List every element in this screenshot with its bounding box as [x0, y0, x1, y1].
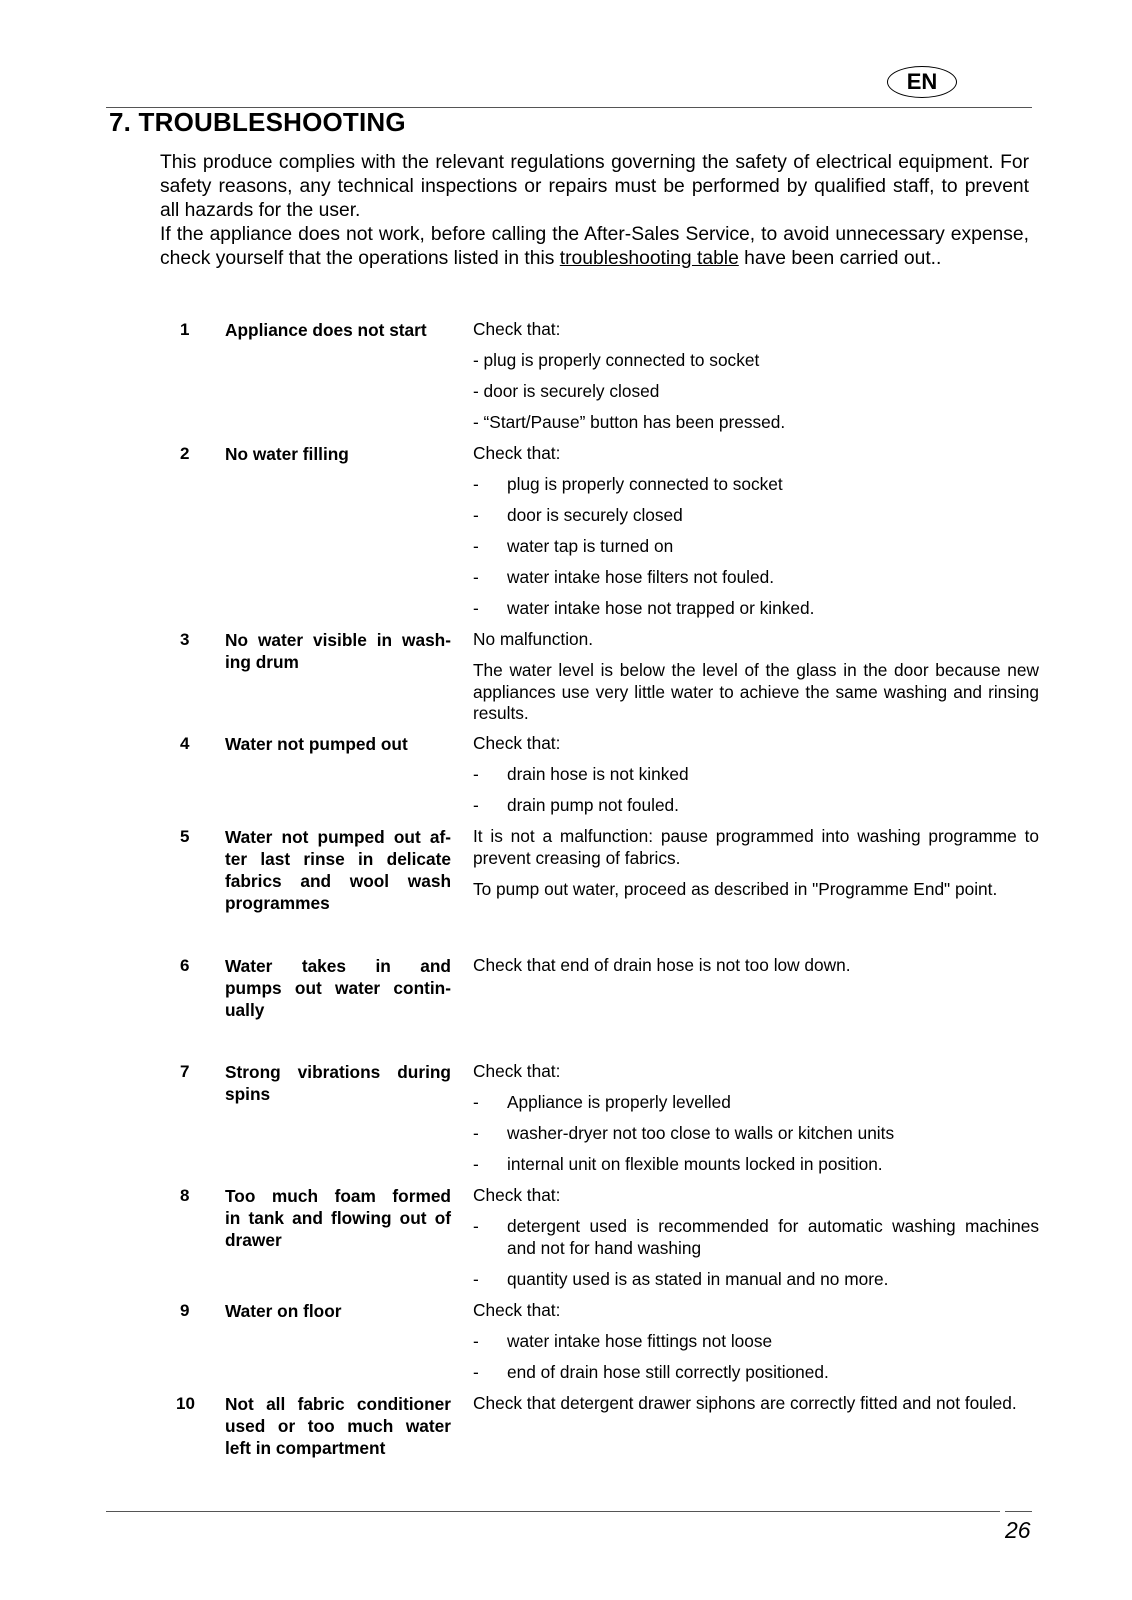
row-text: Check that: — [473, 1300, 561, 1320]
row-title — [225, 1393, 451, 1459]
row-number: 3 — [180, 630, 190, 649]
row-title-line: ually — [225, 1000, 265, 1020]
section-title: 7. TROUBLESHOOTING — [109, 107, 406, 137]
row-title-line: Water not pumped out af- — [225, 827, 451, 847]
bullet-text: water tap is turned on — [507, 536, 674, 556]
bullet-dash: - — [473, 1123, 479, 1143]
bullet-text: quantity used is as stated in manual and no more. — [507, 1269, 889, 1289]
row-title-line: drawer — [225, 1230, 282, 1250]
footer-rule — [106, 1511, 1000, 1512]
row-number: 2 — [180, 444, 190, 463]
row-text: - door is securely closed — [473, 381, 660, 401]
row-text: Check that: — [473, 1185, 561, 1205]
bullet-text: internal unit on flexible mounts locked in position. — [507, 1154, 883, 1174]
row-title — [225, 1061, 451, 1105]
row-text: No malfunction. — [473, 629, 594, 649]
intro-text-before: If the appliance does not work, before calling the After-Sales Service, to avoid unnecessary expense, check yourself that the operations listed in this — [160, 224, 1029, 269]
row-text: Check that detergent drawer siphons are correctly fitted and not fouled. — [473, 1393, 1017, 1413]
row-title-line: Strong vibrations during — [225, 1062, 451, 1082]
bullet-dash: - — [473, 1154, 479, 1174]
row-title-line: Too much foam formed — [225, 1186, 451, 1206]
row-title — [225, 319, 451, 341]
row-text: It is not a malfunction: pause programmed into washing programme to prevent creasing of fabrics. — [473, 826, 1039, 868]
bullet-dash: - — [473, 505, 479, 525]
row-title — [225, 1185, 451, 1251]
bullet-text: drain hose is not kinked — [507, 764, 689, 784]
row-text: - plug is properly connected to socket — [473, 350, 760, 370]
footer-rule-short — [1005, 1511, 1032, 1512]
bullet-text: end of drain hose still correctly positioned. — [507, 1362, 829, 1382]
bullet-dash: - — [473, 795, 479, 815]
row-number: 9 — [180, 1301, 190, 1320]
bullet-dash: - — [473, 1331, 479, 1351]
bullet-text: water intake hose not trapped or kinked. — [507, 598, 815, 618]
intro-paragraph-2 — [160, 223, 1029, 271]
page-number: 26 — [1005, 1517, 1031, 1543]
row-text: Check that: — [473, 319, 561, 339]
intro-paragraph-1: This produce complies with the relevant regulations governing the safety of electrical equipment. For safety reasons, any technical inspections or repairs must be performed by qualified staff, to prevent all hazards for the user. — [160, 152, 1029, 221]
bullet-dash: - — [473, 1269, 479, 1289]
row-text: Check that: — [473, 1061, 561, 1081]
row-title-line: in tank and flowing out of — [225, 1208, 451, 1228]
row-text: Check that: — [473, 443, 561, 463]
bullet-text: drain pump not fouled. — [507, 795, 679, 815]
row-title-line: Appliance does not start — [225, 320, 427, 340]
row-title — [225, 826, 451, 914]
row-number: 5 — [180, 827, 190, 846]
row-title-line: spins — [225, 1084, 271, 1104]
row-text: Check that: — [473, 733, 561, 753]
row-title — [225, 443, 451, 465]
row-title-line: pumps out water contin- — [225, 978, 451, 998]
bullet-dash: - — [473, 474, 479, 494]
row-title — [225, 955, 451, 1021]
intro-text — [160, 151, 1029, 271]
row-text: To pump out water, proceed as described in "Programme End" point. — [473, 879, 998, 899]
intro-text-after: have been carried out.. — [738, 248, 942, 269]
row-title-line: Not all fabric conditioner — [225, 1394, 451, 1414]
language-badge: EN — [887, 66, 957, 98]
row-title-line: ing drum — [225, 652, 299, 672]
bullet-text: Appliance is properly levelled — [507, 1092, 731, 1112]
bullet-text: plug is properly connected to socket — [507, 474, 783, 494]
row-title-line: Water takes in and — [225, 956, 451, 976]
row-title — [225, 1300, 451, 1322]
row-title-line: left in compartment — [225, 1438, 386, 1458]
row-title-line: No water filling — [225, 444, 349, 464]
row-title-line: fabrics and wool wash — [225, 871, 451, 891]
row-title-line: ter last rinse in delicate — [225, 849, 451, 869]
row-number: 7 — [180, 1062, 190, 1081]
bullet-dash: - — [473, 1362, 479, 1382]
bullet-dash: - — [473, 536, 479, 556]
bullet-text: detergent used is recommended for automatic washing machines and not for hand washing — [507, 1216, 1039, 1258]
row-text: - “Start/Pause” button has been pressed. — [473, 412, 786, 432]
row-number: 6 — [180, 956, 190, 975]
row-title — [225, 629, 451, 673]
bullet-text: washer-dryer not too close to walls or kitchen units — [507, 1123, 895, 1143]
bullet-text: water intake hose filters not fouled. — [507, 567, 775, 587]
row-title-line: used or too much water — [225, 1416, 451, 1436]
row-text: The water level is below the level of the glass in the door because new appliances use very little water to achieve the same washing and rinsing results. — [473, 660, 1039, 723]
row-title-line: No water visible in wash- — [225, 630, 451, 650]
bullet-text: water intake hose fittings not loose — [507, 1331, 773, 1351]
row-number: 4 — [180, 734, 190, 753]
row-title-line: programmes — [225, 893, 330, 913]
row-number: 8 — [180, 1186, 190, 1205]
bullet-dash: - — [473, 764, 479, 784]
row-title — [225, 733, 451, 755]
row-number: 1 — [180, 320, 190, 339]
bullet-text: door is securely closed — [507, 505, 683, 525]
row-title-line: Water not pumped out — [225, 734, 408, 754]
bullet-dash: - — [473, 1216, 479, 1236]
bullet-dash: - — [473, 1092, 479, 1112]
troubleshooting-table-link[interactable]: troubleshooting table — [559, 248, 739, 269]
bullet-dash: - — [473, 567, 479, 587]
bullet-dash: - — [473, 598, 479, 618]
row-text: Check that end of drain hose is not too low down. — [473, 955, 851, 975]
row-number: 10 — [176, 1394, 195, 1413]
row-title-line: Water on floor — [225, 1301, 342, 1321]
